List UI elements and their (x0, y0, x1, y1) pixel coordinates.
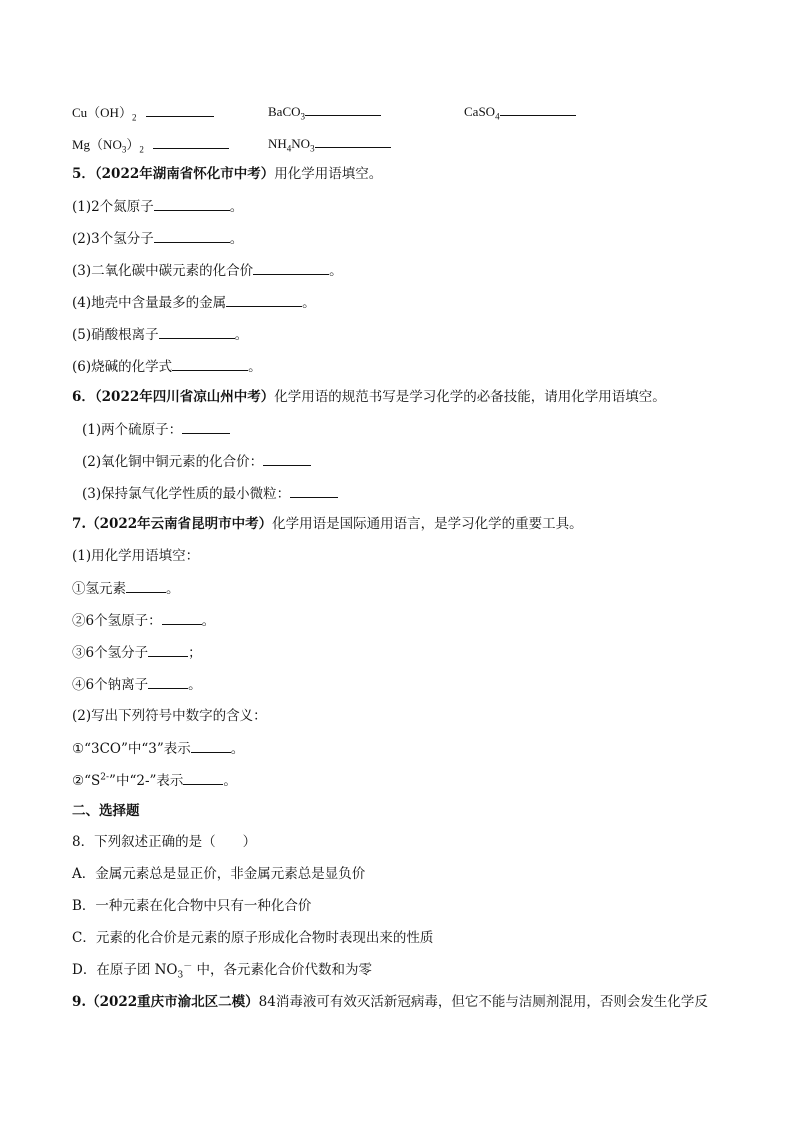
q7-item-2a (72, 739, 244, 758)
item-end: 。 (302, 295, 316, 311)
formula-text: BaCO (268, 104, 301, 119)
answer-blank[interactable] (126, 579, 166, 593)
answer-blank[interactable] (148, 643, 188, 657)
q6-item-2 (82, 452, 311, 471)
q6-item-3 (82, 484, 338, 503)
q7-part-2 (72, 707, 267, 725)
q5-item-3 (72, 261, 343, 280)
formula-cu-oh-2 (72, 102, 214, 121)
formula-subscript: 2 (139, 144, 144, 155)
answer-blank[interactable] (154, 197, 230, 211)
formula-nh4no3 (268, 134, 391, 152)
q7-item-3 (72, 643, 202, 662)
q7-item-4 (72, 675, 202, 694)
item-text: ①氢元素 (72, 581, 126, 597)
question-6 (72, 388, 666, 406)
question-source: （2022重庆市渝北区二模） (86, 994, 259, 1010)
item-end: 。 (234, 327, 249, 343)
question-stem: 用化学用语填空。 (274, 166, 383, 182)
question-source: （2022年四川省凉山州中考） (94, 389, 275, 405)
question-number: 9. (72, 994, 87, 1010)
answer-blank[interactable] (253, 261, 329, 275)
answer-blank[interactable] (290, 484, 338, 498)
item-text: ②6个氢原子： (72, 613, 162, 629)
answer-blank[interactable] (191, 739, 231, 753)
question-number: 5． (72, 166, 95, 182)
item-text: (3)保持氯气化学性质的最小微粒： (82, 486, 291, 502)
question-stem: 化学用语是国际通用语言，是学习化学的重要工具。 (272, 516, 583, 532)
answer-blank[interactable] (263, 452, 311, 466)
answer-blank[interactable] (154, 229, 230, 243)
item-end: 。 (166, 581, 180, 597)
question-stem: 化学用语的规范书写是学习化学的必备技能，请用化学用语填空。 (274, 389, 666, 405)
question-8 (72, 833, 256, 851)
formula-text: ） (126, 137, 140, 152)
formula-text: Mg（NO (72, 137, 122, 152)
formula-text: Cu（OH） (72, 105, 132, 120)
item-text: (2)氧化铜中铜元素的化合价： (82, 454, 264, 470)
item-end: 。 (329, 263, 343, 279)
item-text: (3)二氧化碳中碳元素的化合价 (72, 263, 254, 279)
question-9 (72, 993, 708, 1011)
formula-text: CaSO (464, 104, 496, 119)
formula-subscript: 3 (177, 970, 184, 981)
q5-item-4 (72, 293, 316, 312)
part-text: (1)用化学用语填空： (72, 548, 200, 564)
q5-item-6 (72, 357, 262, 376)
ion-charge-superscript: 2- (100, 772, 110, 783)
q6-item-1 (82, 420, 230, 439)
formula-subscript: 4 (286, 143, 292, 154)
item-text: (6)烧碱的化学式 (72, 359, 173, 375)
q7-part-1 (72, 547, 199, 565)
formula-text: NO (291, 136, 311, 151)
q8-option-d[interactable] (72, 961, 372, 979)
item-text: (1)两个硫原子： (82, 422, 183, 438)
question-stem: 84消毒液可有效灭活新冠病毒，但它不能与洁厕剂混用，否则会发生化学反 (258, 994, 708, 1010)
q8-option-c[interactable] (72, 929, 433, 947)
answer-blank[interactable] (172, 357, 248, 371)
q7-item-2b (72, 771, 237, 790)
item-text: (1)2个氮原子 (72, 199, 154, 215)
formula-mg-no3-2 (72, 134, 229, 153)
item-end: 。 (223, 773, 237, 789)
item-end: 。 (229, 231, 244, 247)
answer-blank[interactable] (315, 134, 391, 148)
option-text: 中，各元素化合价代数和为零 (196, 962, 373, 978)
item-text: ③6个氢分子 (72, 645, 149, 661)
answer-blank[interactable] (183, 771, 223, 785)
answer-blank[interactable] (500, 102, 576, 116)
question-source: （2022年湖南省怀化市中考） (94, 166, 275, 182)
item-text: ①“3CO”中“3”表示 (72, 741, 191, 757)
question-stem: 8．下列叙述正确的是（ ） (72, 834, 257, 850)
option-text: A．金属元素总是显正价，非金属元素总是显负价 (72, 866, 366, 882)
formula-subscript: 4 (495, 111, 500, 122)
formula-caso4 (464, 102, 576, 120)
question-number: 6． (72, 389, 95, 405)
ion-charge-superscript: － (183, 961, 193, 972)
question-5 (72, 165, 382, 183)
part-text: (2)写出下列符号中数字的含义： (72, 708, 267, 724)
q8-option-b[interactable] (72, 897, 311, 915)
item-text: ④6个钠离子 (72, 677, 149, 693)
q5-item-2 (72, 229, 243, 248)
answer-blank[interactable] (182, 420, 230, 434)
item-end: 。 (229, 199, 244, 215)
question-source: （2022年云南省昆明市中考） (86, 516, 273, 532)
q8-option-a[interactable] (72, 865, 365, 883)
answer-blank[interactable] (148, 675, 188, 689)
formula-text: NH (268, 136, 287, 151)
item-text: (4)地壳中含量最多的金属 (72, 295, 227, 311)
item-text: (2)3个氢分子 (72, 231, 154, 247)
item-end: 。 (201, 613, 216, 629)
formula-subscript: 2 (131, 112, 137, 123)
formula-subscript: 3 (300, 111, 305, 122)
item-end: ； (188, 645, 202, 661)
question-number: 7. (72, 516, 87, 532)
answer-blank[interactable] (146, 103, 214, 117)
q7-item-1 (72, 579, 180, 598)
item-text: (5)硝酸根离子 (72, 327, 159, 343)
formula-subscript: 3 (310, 143, 315, 154)
formula-subscript: 3 (121, 144, 127, 155)
answer-blank[interactable] (305, 102, 381, 116)
option-text: B．一种元素在化合物中只有一种化合价 (72, 898, 312, 914)
item-end: 。 (230, 741, 245, 757)
q5-item-5 (72, 325, 248, 344)
item-end: 。 (188, 677, 202, 693)
question-7 (72, 515, 583, 533)
formula-baco3 (268, 102, 381, 120)
option-text: C．元素的化合价是元素的原子形成化合物时表现出来的性质 (72, 930, 434, 946)
q5-item-1 (72, 197, 243, 216)
option-text: D．在原子团 NO (72, 962, 178, 978)
section-heading: 二、选择题 (72, 803, 140, 819)
item-end: 。 (248, 359, 262, 375)
answer-blank[interactable] (226, 293, 302, 307)
answer-blank[interactable] (153, 135, 229, 149)
item-text: ②“S (72, 773, 101, 789)
answer-blank[interactable] (162, 611, 202, 625)
q7-item-2 (72, 611, 215, 630)
item-text: ”中“2-”表示 (109, 773, 184, 789)
answer-blank[interactable] (159, 325, 235, 339)
